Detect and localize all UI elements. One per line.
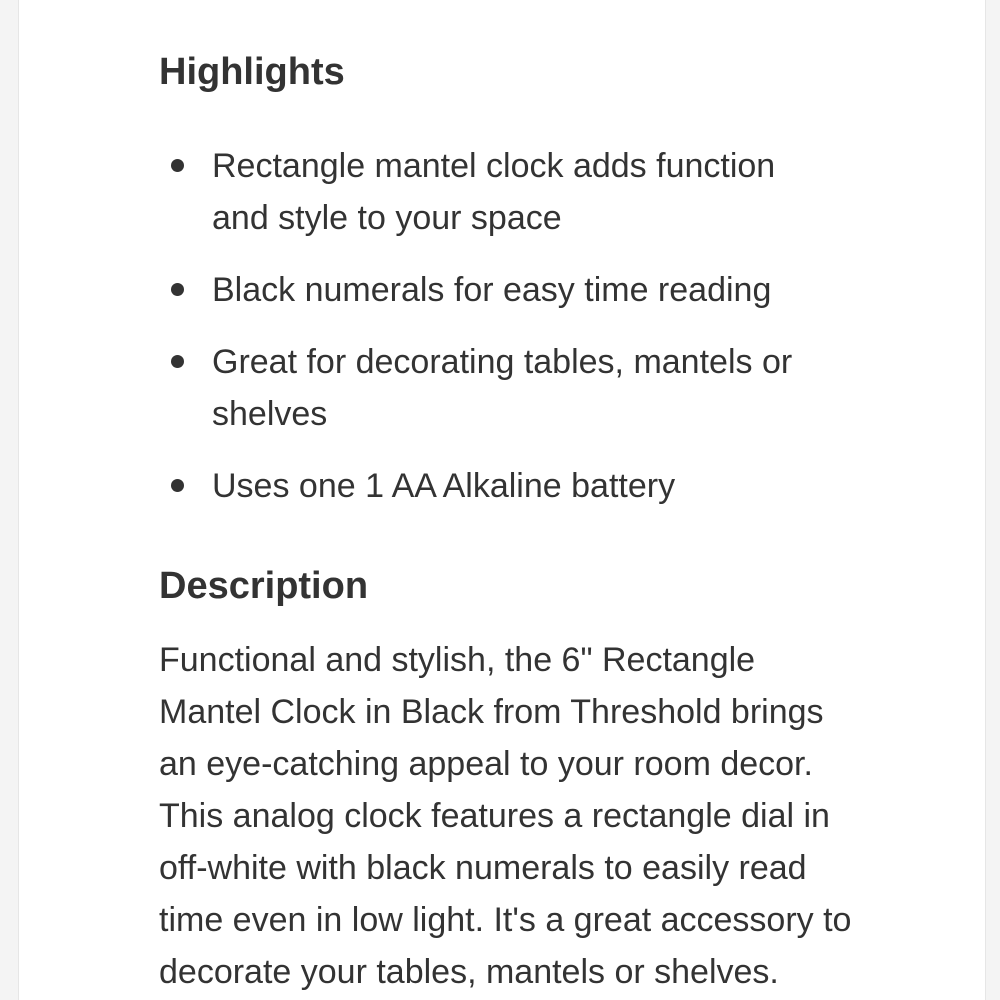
- highlight-item: [159, 336, 939, 440]
- highlights-list: [159, 140, 939, 532]
- description-heading: Description: [159, 565, 369, 607]
- highlight-item: [159, 140, 939, 244]
- highlight-text: [212, 460, 892, 512]
- highlight-text: [212, 264, 892, 316]
- highlight-text: [212, 140, 892, 244]
- product-details-panel: [18, 0, 986, 1000]
- highlight-line: Great for decorating tables, mantels or: [212, 343, 793, 381]
- description-line: an eye-catching appeal to your room decor.: [159, 745, 813, 783]
- highlight-line: Uses one 1 AA Alkaline battery: [212, 467, 676, 505]
- highlights-heading: Highlights: [159, 51, 345, 93]
- description-line: This analog clock features a rectangle dial in: [159, 797, 830, 835]
- description-text: [159, 634, 959, 998]
- bullet-icon: [171, 283, 184, 296]
- description-line: Functional and stylish, the 6" Rectangle: [159, 641, 756, 679]
- bullet-icon: [171, 479, 184, 492]
- description-line: decorate your tables, mantels or shelves.: [159, 953, 779, 991]
- bullet-icon: [171, 159, 184, 172]
- highlight-line: Rectangle mantel clock adds function: [212, 147, 776, 185]
- highlight-text: [212, 336, 892, 440]
- description-line: off-white with black numerals to easily read: [159, 849, 807, 887]
- highlight-line: Black numerals for easy time reading: [212, 271, 772, 309]
- highlight-line: and style to your space: [212, 199, 562, 237]
- description-line: Mantel Clock in Black from Threshold brings: [159, 693, 824, 731]
- highlight-item: [159, 460, 939, 512]
- description-line: time even in low light. It's a great accessory to: [159, 901, 852, 939]
- bullet-icon: [171, 355, 184, 368]
- highlight-line: shelves: [212, 395, 328, 433]
- highlight-item: [159, 264, 939, 316]
